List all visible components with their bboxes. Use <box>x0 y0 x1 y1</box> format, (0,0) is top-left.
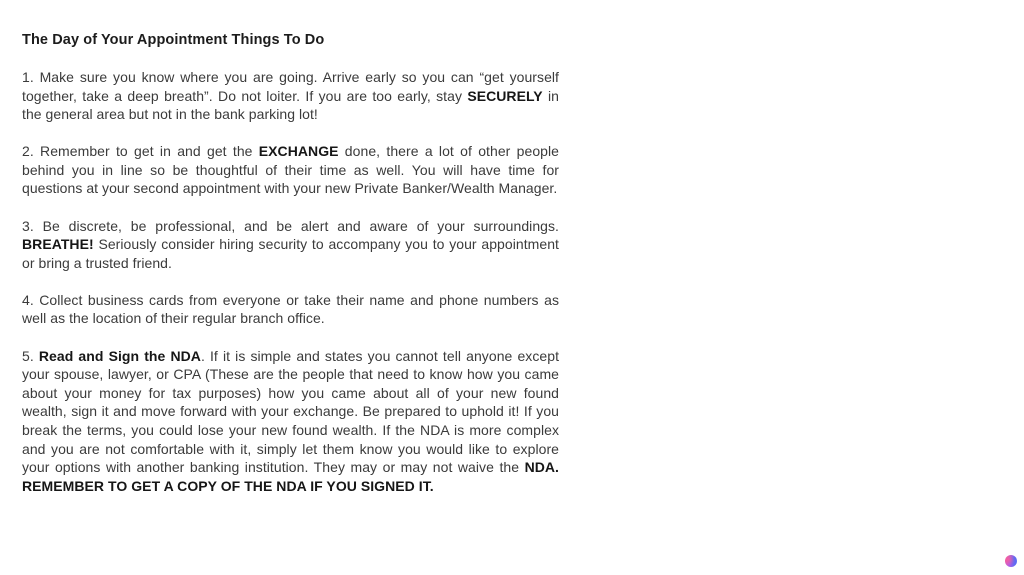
text-segment: 2. Remember to get in and get the <box>22 143 259 160</box>
document-page <box>22 31 559 495</box>
bold-text-segment: SECURELY <box>467 87 543 104</box>
text-segment: 4. Collect business cards from everyone or take their name and phone numbers as well as the location of their regular branch office. <box>22 291 559 327</box>
text-segment: Seriously consider hiring security to accompany you to your appointment or bring a trusted friend. <box>22 236 559 271</box>
paragraph <box>22 291 559 328</box>
paragraph <box>22 217 559 273</box>
bold-text-segment: Read and Sign the NDA <box>38 347 201 364</box>
text-segment: 1. Make sure you know where you are going. Arrive early so you can “get yourself together, take a deep breath”. Do not loiter. If you are too early, stay <box>22 69 559 104</box>
text-segment: in the general area but not in the bank parking lot! <box>22 87 559 123</box>
page-title: The Day of Your Appointment Things To Do <box>22 32 325 48</box>
bold-text-segment: EXCHANGE <box>258 143 339 160</box>
paragraph-list <box>22 68 559 495</box>
paragraph <box>22 347 559 496</box>
bold-text-segment: BREATHE! <box>22 236 94 253</box>
paragraph <box>22 68 559 124</box>
text-segment: done, there a lot of other people behind you in line so be thoughtful of their time as well. You will have time for questions at your second appointment with your new Private Banker/Wealth Manager. <box>22 143 559 197</box>
bold-text-segment: NDA. REMEMBER TO GET A COPY OF THE NDA IF YOU SIGNED IT. <box>22 459 559 494</box>
text-segment: . If it is simple and states you cannot tell anyone except your spouse, lawyer, or CPA (These are the people that need to know how you came about your money for tax purposes) how you came about all of your new found wealth, sign it and move forward with your exchange. Be prepared to uphold it! If you break the terms, you could lose your new found wealth. If the NDA is more complex and you are not comfortable with it, simply let them know you would like to explore your options with another banking institution. They may or may not waive the <box>22 347 560 476</box>
paragraph <box>22 142 559 198</box>
text-segment: 5. <box>22 347 39 364</box>
text-segment: 3. Be discrete, be professional, and be alert and aware of your surroundings. <box>22 217 559 234</box>
gradient-orb-icon <box>1005 555 1017 567</box>
